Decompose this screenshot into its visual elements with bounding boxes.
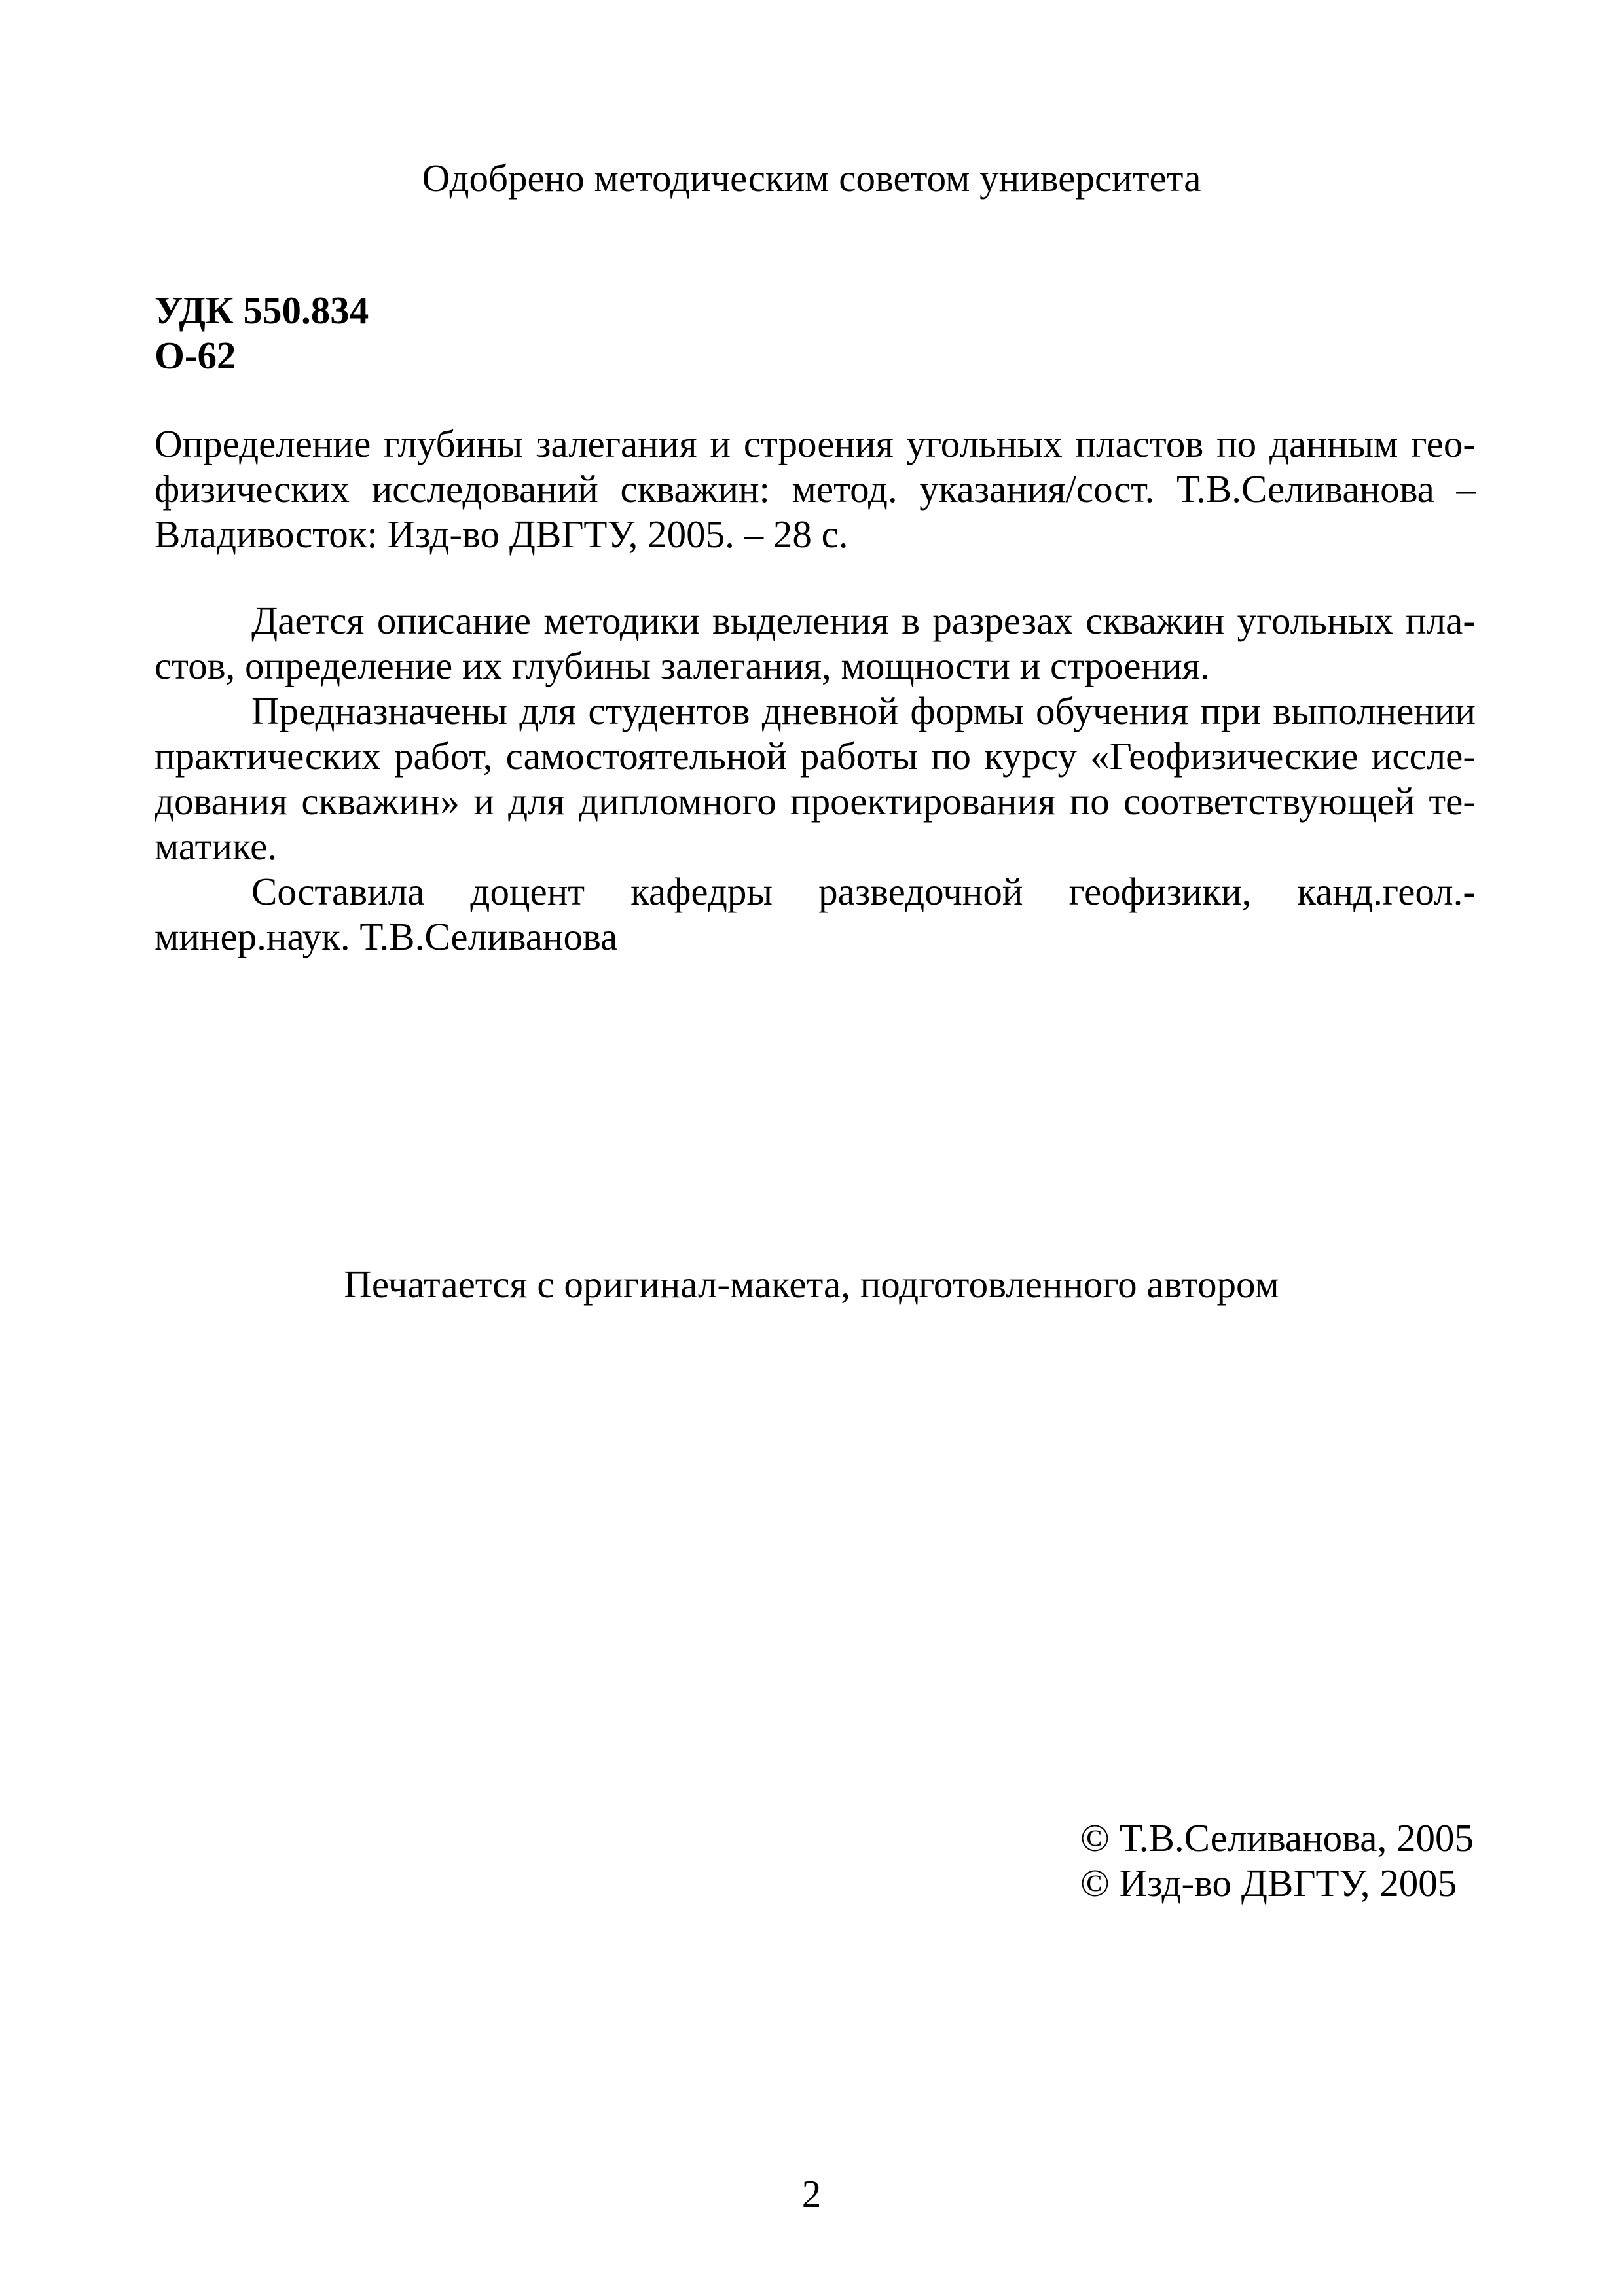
abstract-line: минер.наук. Т.В.Селиванова: [155, 915, 618, 958]
copyright-author: © Т.В.Селиванова, 2005: [1080, 1816, 1474, 1859]
abstract-line: дования скважин» и для дипломного проектирования по соответствующей те-: [155, 780, 1476, 823]
copyright-publisher: © Изд-во ДВГТУ, 2005: [1080, 1861, 1457, 1905]
abstract: [155, 598, 1476, 960]
abstract-line: матике.: [155, 825, 278, 868]
approval-note: Одобрено методическим советом университета: [422, 156, 1201, 200]
abstract-line: Дается описание методики выделения в разрезах скважин угольных пла-: [251, 599, 1476, 642]
biblio-line: Определение глубины залегания и строения угольных пластов по данным гео-: [155, 422, 1476, 465]
biblio-line: Владивосток: Изд-во ДВГТУ, 2005. – 28 с.: [155, 512, 848, 556]
abstract-line: Предназначены для студентов дневной формы обучения при выполнении: [251, 689, 1476, 732]
abstract-line: практических работ, самостоятельной работы по курсу «Геофизические иссле-: [155, 734, 1476, 778]
abstract-line: стов, определение их глубины залегания, мощности и строения.: [155, 644, 1210, 687]
udk-index: О-62: [155, 334, 236, 377]
printed-note: Печатается с оригинал-макета, подготовленного автором: [344, 1263, 1279, 1306]
biblio-line: физических исследований скважин: метод. указания/сост. Т.В.Селиванова –: [155, 467, 1476, 511]
page-number: 2: [801, 2172, 822, 2215]
udk-code: УДК 550.834: [155, 289, 369, 332]
abstract-line: Составила доцент кафедры разведочной геофизики, канд.геол.-: [251, 870, 1476, 913]
udk-block: [155, 288, 369, 378]
bibliographic-description: [155, 422, 1476, 557]
copyright-block: [1080, 1816, 1474, 1906]
